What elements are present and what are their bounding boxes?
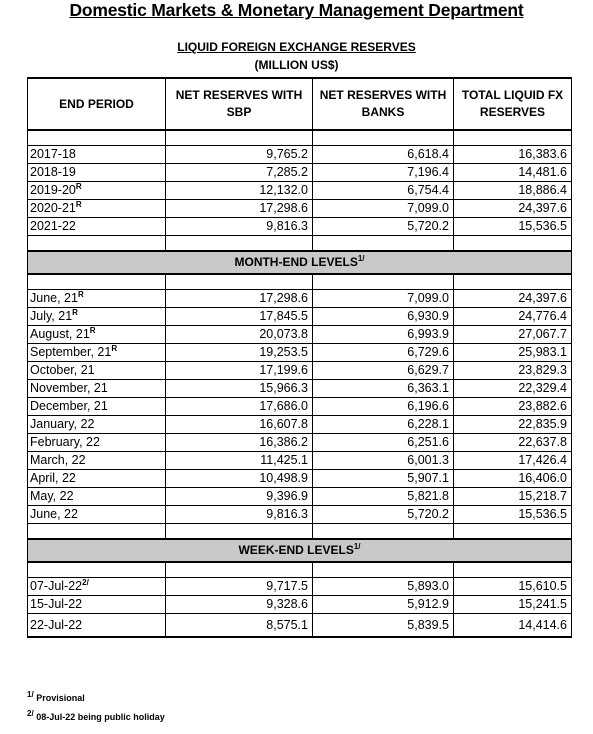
total-value: 22,637.8 (454, 434, 572, 452)
period-label: June, 21 (30, 291, 78, 305)
empty-cell (28, 236, 166, 252)
header-end-period: END PERIOD (28, 78, 166, 130)
banks-value: 6,629.7 (313, 362, 454, 380)
period-label: 15-Jul-22 (30, 597, 83, 611)
empty-cell (166, 130, 313, 146)
week-end-section-superscript: 1/ (353, 542, 361, 551)
spacer-row (28, 130, 572, 146)
sbp-value: 7,285.2 (166, 164, 313, 182)
table-row (28, 218, 572, 236)
empty-cell (454, 130, 572, 146)
period-label: 2019-20 (30, 183, 76, 197)
banks-value: 5,912.9 (313, 596, 454, 614)
month-end-section (28, 251, 572, 274)
period-cell (28, 164, 166, 182)
sbp-value: 9,816.3 (166, 506, 313, 524)
period-superscript: R (111, 343, 118, 353)
sbp-value: 11,425.1 (166, 452, 313, 470)
table-row (28, 596, 572, 614)
total-value: 15,536.5 (454, 506, 572, 524)
period-superscript: R (77, 289, 84, 299)
total-value: 24,397.6 (454, 290, 572, 308)
total-value: 14,481.6 (454, 164, 572, 182)
empty-cell (28, 130, 166, 146)
period-label: October, 21 (30, 363, 95, 377)
period-label: March, 22 (30, 453, 86, 467)
banks-value: 5,821.8 (313, 488, 454, 506)
banks-value: 6,228.1 (313, 416, 454, 434)
period-superscript: R (72, 307, 78, 317)
period-cell (28, 416, 166, 434)
empty-cell (454, 524, 572, 540)
spacer-row (28, 562, 572, 578)
empty-cell (166, 562, 313, 578)
sbp-value: 12,132.0 (166, 182, 313, 200)
table-row (28, 164, 572, 182)
period-cell (28, 434, 166, 452)
period-label: February, 22 (30, 435, 100, 449)
total-value: 16,406.0 (454, 470, 572, 488)
sbp-value: 9,328.6 (166, 596, 313, 614)
sbp-value: 10,498.9 (166, 470, 313, 488)
sbp-value: 16,607.8 (166, 416, 313, 434)
banks-value: 6,930.9 (313, 308, 454, 326)
period-superscript: R (75, 199, 82, 209)
empty-cell (166, 236, 313, 252)
banks-value: 7,099.0 (313, 200, 454, 218)
period-label: September, 21 (30, 345, 112, 359)
period-cell (28, 146, 166, 164)
period-cell (28, 578, 166, 596)
sbp-value: 20,073.8 (166, 326, 313, 344)
period-superscript: R (75, 181, 82, 191)
total-value: 22,835.9 (454, 416, 572, 434)
sbp-value: 17,298.6 (166, 200, 313, 218)
empty-cell (28, 524, 166, 540)
period-cell (28, 470, 166, 488)
sbp-value: 9,717.5 (166, 578, 313, 596)
table-row (28, 452, 572, 470)
month-end-section-superscript: 1/ (357, 254, 365, 263)
week-end-section-text: WEEK-END LEVELS (238, 543, 354, 557)
table-row (28, 416, 572, 434)
total-value: 17,426.4 (454, 452, 572, 470)
table-row (28, 434, 572, 452)
empty-cell (313, 524, 454, 540)
table-row (28, 614, 572, 638)
period-cell (28, 362, 166, 380)
table-row (28, 146, 572, 164)
total-value: 15,218.7 (454, 488, 572, 506)
sbp-value: 17,845.5 (166, 308, 313, 326)
period-superscript: R (89, 325, 96, 335)
period-cell (28, 488, 166, 506)
table-row (28, 362, 572, 380)
period-cell (28, 596, 166, 614)
period-cell (28, 344, 166, 362)
total-value: 25,983.1 (454, 344, 572, 362)
period-label: January, 22 (30, 417, 95, 431)
sbp-value: 17,298.6 (166, 290, 313, 308)
banks-value: 6,363.1 (313, 380, 454, 398)
period-label: June, 22 (30, 507, 78, 521)
period-cell (28, 614, 166, 638)
table-row (28, 344, 572, 362)
footnote-1: $^{1/}$ Provisional (27, 690, 85, 703)
period-label: April, 22 (30, 471, 76, 485)
total-value: 22,329.4 (454, 380, 572, 398)
period-label: July, 21 (30, 309, 73, 323)
banks-value: 7,099.0 (313, 290, 454, 308)
period-cell (28, 218, 166, 236)
sbp-value: 17,199.6 (166, 362, 313, 380)
total-value: 14,414.6 (454, 614, 572, 638)
table-row (28, 398, 572, 416)
empty-cell (28, 562, 166, 578)
period-label: December, 21 (30, 399, 108, 413)
period-cell (28, 452, 166, 470)
total-value: 16,383.6 (454, 146, 572, 164)
table-row (28, 578, 572, 596)
total-value: 23,829.3 (454, 362, 572, 380)
period-label: 2018-19 (30, 165, 76, 179)
table-row (28, 470, 572, 488)
table-row (28, 200, 572, 218)
sbp-value: 16,386.2 (166, 434, 313, 452)
table-row (28, 506, 572, 524)
period-cell (28, 182, 166, 200)
table-row (28, 488, 572, 506)
empty-cell (454, 274, 572, 290)
sbp-value: 9,765.2 (166, 146, 313, 164)
period-label: 2017-18 (30, 147, 76, 161)
period-cell (28, 398, 166, 416)
sbp-value: 9,396.9 (166, 488, 313, 506)
total-value: 24,397.6 (454, 200, 572, 218)
month-end-section-text: MONTH-END LEVELS (234, 255, 358, 269)
period-label: May, 22 (30, 489, 74, 503)
header-row (28, 78, 572, 130)
period-label: 2021-22 (30, 219, 76, 233)
table-row (28, 182, 572, 200)
period-cell (28, 380, 166, 398)
table-title: LIQUID FOREIGN EXCHANGE RESERVES (177, 40, 416, 54)
sbp-value: 17,686.0 (166, 398, 313, 416)
banks-value: 6,729.6 (313, 344, 454, 362)
period-label: 07-Jul-22 (30, 579, 83, 593)
reserves-table-body (28, 78, 572, 637)
banks-value: 6,618.4 (313, 146, 454, 164)
table-row (28, 308, 572, 326)
header-total-liquid: TOTAL LIQUID FX RESERVES (454, 78, 572, 130)
empty-cell (28, 274, 166, 290)
banks-value: 5,907.1 (313, 470, 454, 488)
sbp-value: 19,253.5 (166, 344, 313, 362)
empty-cell (454, 562, 572, 578)
period-superscript: 2/ (82, 577, 89, 587)
table-row (28, 380, 572, 398)
empty-cell (313, 562, 454, 578)
banks-value: 5,720.2 (313, 218, 454, 236)
banks-value: 6,993.9 (313, 326, 454, 344)
page-title: Domestic Markets & Monetary Management Department (69, 0, 524, 20)
period-cell (28, 326, 166, 344)
period-cell (28, 308, 166, 326)
sbp-value: 8,575.1 (166, 614, 313, 638)
banks-value: 6,754.4 (313, 182, 454, 200)
table-row (28, 326, 572, 344)
period-cell (28, 506, 166, 524)
header-net-reserves-banks: NET RESERVES WITH BANKS (313, 78, 454, 130)
sbp-value: 9,816.3 (166, 218, 313, 236)
period-label: 22-Jul-22 (30, 617, 83, 632)
period-label: 2020-21 (30, 201, 76, 215)
header-net-reserves-sbp: NET RESERVES WITH SBP (166, 78, 313, 130)
banks-value: 5,839.5 (313, 614, 454, 638)
total-value: 23,882.6 (454, 398, 572, 416)
total-value: 15,241.5 (454, 596, 572, 614)
footnotes (27, 690, 165, 731)
period-label: August, 21 (30, 327, 90, 341)
total-value: 24,776.4 (454, 308, 572, 326)
empty-cell (166, 274, 313, 290)
spacer-row (28, 236, 572, 252)
banks-value: 5,720.2 (313, 506, 454, 524)
period-cell (28, 200, 166, 218)
period-cell (28, 290, 166, 308)
empty-cell (313, 236, 454, 252)
spacer-row (28, 274, 572, 290)
footnote-2: $^{2/}$ 08-Jul-22 being public holiday (27, 709, 165, 722)
table-units: (MILLION US$) (254, 58, 339, 72)
banks-value: 7,196.4 (313, 164, 454, 182)
total-value: 27,067.7 (454, 326, 572, 344)
total-value: 18,886.4 (454, 182, 572, 200)
sbp-value: 15,966.3 (166, 380, 313, 398)
empty-cell (454, 236, 572, 252)
banks-value: 6,251.6 (313, 434, 454, 452)
week-end-section-label (28, 539, 572, 562)
empty-cell (313, 274, 454, 290)
empty-cell (313, 130, 454, 146)
banks-value: 6,196.6 (313, 398, 454, 416)
total-value: 15,536.5 (454, 218, 572, 236)
month-end-section-label (28, 251, 572, 274)
week-end-section (28, 539, 572, 562)
empty-cell (166, 524, 313, 540)
reserves-table (27, 77, 572, 638)
spacer-row (28, 524, 572, 540)
period-label: November, 21 (30, 381, 108, 395)
table-row (28, 290, 572, 308)
total-value: 15,610.5 (454, 578, 572, 596)
banks-value: 6,001.3 (313, 452, 454, 470)
banks-value: 5,893.0 (313, 578, 454, 596)
